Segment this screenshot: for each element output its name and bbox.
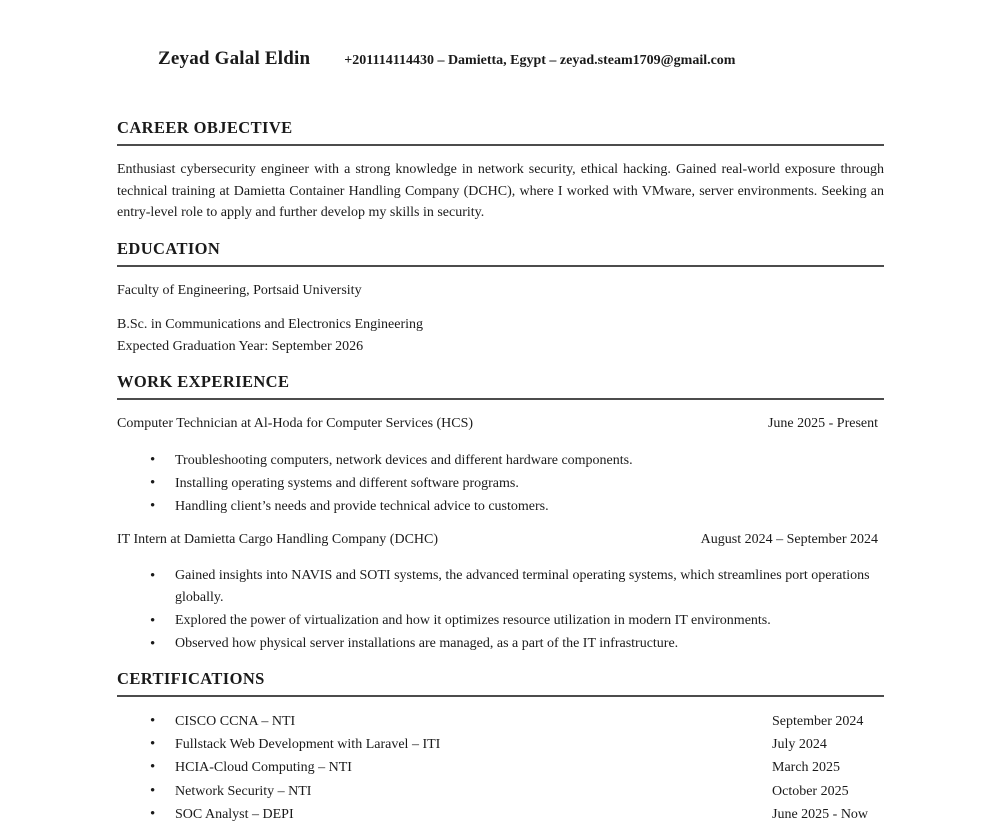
job-header: [117, 413, 884, 434]
resume-content: [117, 0, 884, 826]
job-bullet-list: [117, 449, 884, 518]
job-header: [117, 529, 884, 550]
job-role: Computer Technician at Al-Hoda for Computer Services (HCS): [117, 415, 474, 431]
certification-date: March 2025: [772, 760, 841, 776]
certification-list: [117, 710, 884, 826]
bullet-icon: •: [150, 782, 156, 799]
career-objective-text: Enthusiast cybersecurity engineer with a strong knowledge in network security, ethical hacking. Gained real-world exposure through technical training at Damietta Container Handling Company (DCHC), where I worked with VMware, server environments. Seeking an entry-level role to apply and further develop my skills in security.: [117, 162, 884, 220]
job-dates: June 2025 - Present: [767, 415, 878, 431]
job-bullet: • Explored the power of virtualization and how it optimizes resource utilization in modern IT environments.: [175, 610, 884, 633]
bullet-icon: •: [150, 735, 156, 752]
section-heading-certifications: CERTIFICATIONS: [117, 669, 884, 697]
job-bullet: • Gained insights into NAVIS and SOTI systems, the advanced terminal operating systems, which streamlines port operations globally.: [175, 565, 884, 611]
certification-item: [117, 780, 884, 803]
certification-name: Fullstack Web Development with Laravel – ITI: [175, 736, 441, 752]
certification-date: June 2025 - Now: [772, 806, 869, 822]
certification-name: CISCO CCNA – NTI: [175, 713, 296, 729]
candidate-name: Zeyad Galal Eldin: [158, 48, 311, 69]
contact-info: +201114114430 – Damietta, Egypt – zeyad.steam1709@gmail.com: [344, 53, 736, 68]
education-graduation: Expected Graduation Year: September 2026: [117, 338, 364, 354]
certification-item: [117, 733, 884, 756]
education-degree-block: [117, 314, 884, 358]
section-heading-work-experience: WORK EXPERIENCE: [117, 372, 884, 400]
job-bullet: • Installing operating systems and different software programs.: [175, 472, 884, 495]
certification-name: HCIA-Cloud Computing – NTI: [175, 760, 352, 776]
certification-date: September 2024: [772, 713, 864, 729]
resume-header: [158, 48, 884, 70]
certification-date: October 2025: [772, 783, 849, 799]
section-heading-education: EDUCATION: [117, 239, 884, 267]
job-dates: August 2024 – September 2024: [700, 531, 878, 547]
job-role: IT Intern at Damietta Cargo Handling Company (DCHC): [117, 531, 439, 547]
section-heading-career-objective: CAREER OBJECTIVE: [117, 118, 884, 146]
job-bullet: • Observed how physical server installations are managed, as a part of the IT infrastructure.: [175, 633, 884, 656]
certification-item: [117, 756, 884, 779]
education-school: Faculty of Engineering, Portsaid University: [117, 282, 362, 298]
certification-item: [117, 710, 884, 733]
certification-name: Network Security – NTI: [175, 783, 312, 799]
education-degree: B.Sc. in Communications and Electronics Engineering: [117, 316, 423, 332]
certification-date: July 2024: [772, 736, 827, 752]
bullet-icon: •: [150, 805, 156, 822]
bullet-icon: •: [150, 759, 156, 776]
job-bullet: • Handling client’s needs and provide technical advice to customers.: [175, 495, 884, 518]
job-bullet-list: [117, 565, 884, 656]
job-bullet: • Troubleshooting computers, network devices and different hardware components.: [175, 449, 884, 472]
bullet-icon: •: [150, 712, 156, 729]
certification-name: SOC Analyst – DEPI: [175, 806, 294, 822]
certification-item: [117, 803, 884, 826]
